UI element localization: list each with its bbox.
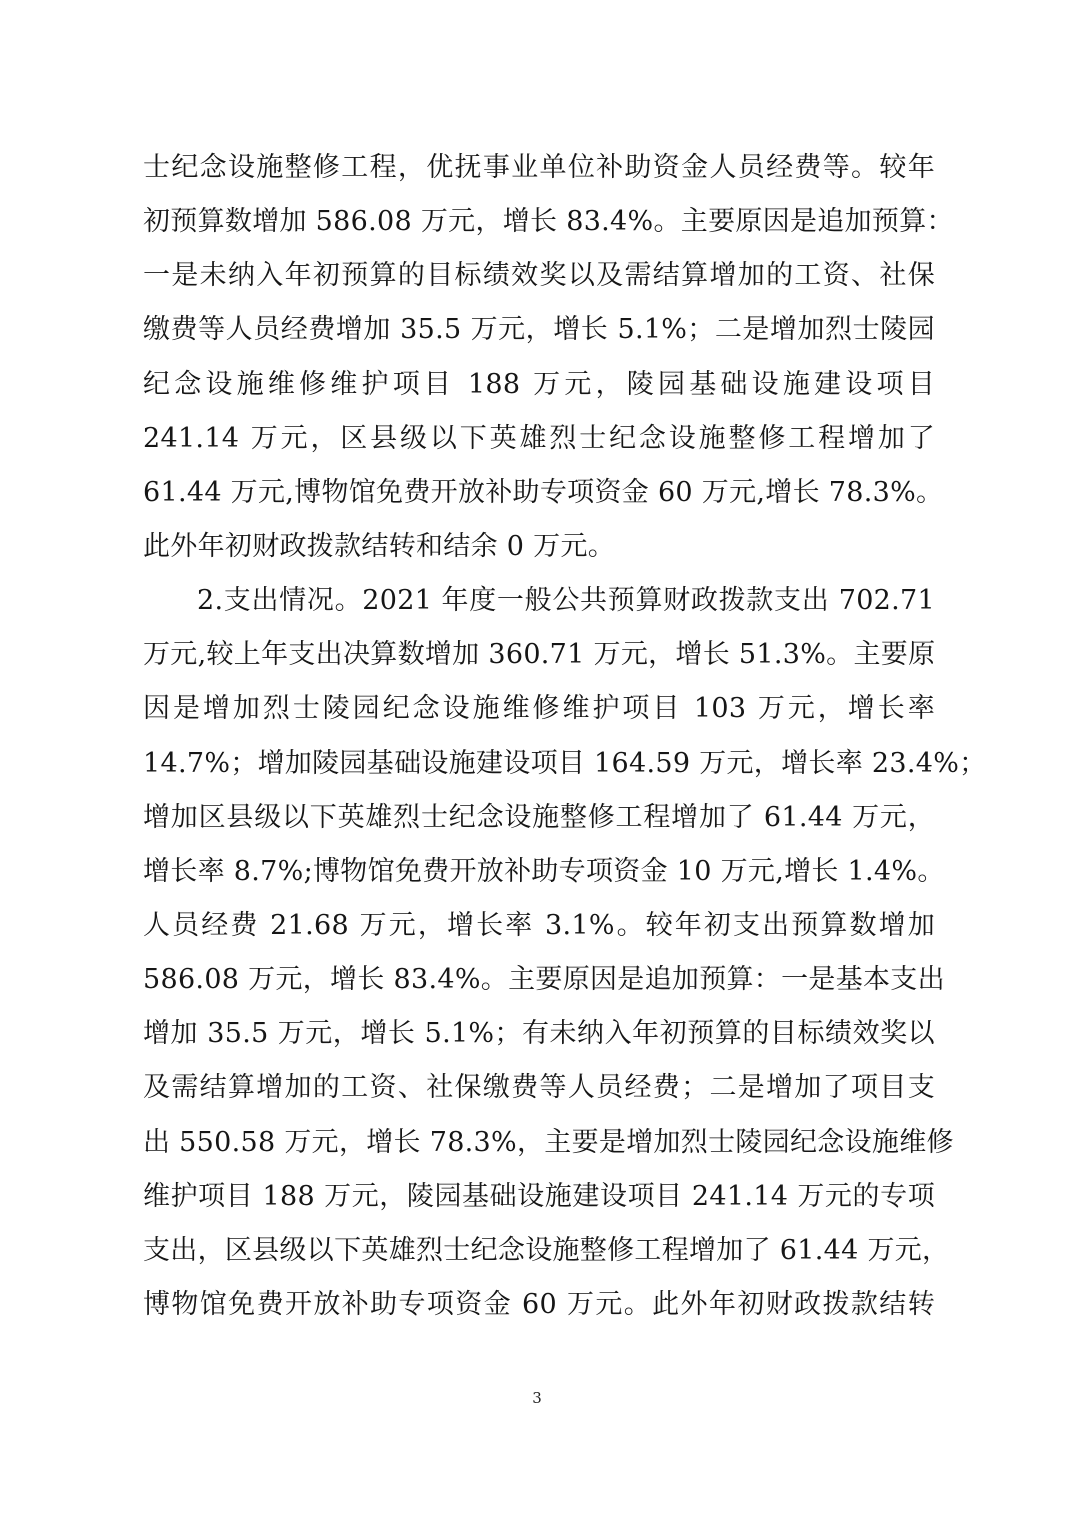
text-line: 支出，区县级以下英雄烈士纪念设施整修工程增加了 61.44 万元， [143, 1234, 950, 1266]
text-line: 增加 35.5 万元，增长 5.1%；有未纳入年初预算的目标绩效奖以 [143, 1018, 935, 1050]
text-line: 14.7%；增加陵园基础设施建设项目 164.59 万元，增长率 23.4%； [143, 747, 987, 779]
text-line: 此外年初财政拨款结转和结余 0 万元。 [143, 530, 616, 562]
text-line: 241.14 万元，区县级以下英雄烈士纪念设施整修工程增加了 [143, 422, 935, 454]
page-number: 3 [532, 1389, 542, 1407]
text-line: 万元,较上年支出决算数增加 360.71 万元，增长 51.3%。主要原 [143, 639, 936, 671]
text-line: 博物馆免费开放补助专项资金 60 万元。此外年初财政拨款结转 [143, 1288, 935, 1320]
text-line: 61.44 万元,博物馆免费开放补助专项资金 60 万元,增长 78.3%。 [143, 476, 944, 508]
text-line: 一是未纳入年初预算的目标绩效奖以及需结算增加的工资、社保 [143, 260, 935, 292]
text-line: 纪念设施维修维护项目 188 万元，陵园基础设施建设项目 [143, 368, 935, 400]
text-line: 增长率 8.7%;博物馆免费开放补助专项资金 10 万元,增长 1.4%。 [143, 855, 945, 887]
text-line: 586.08 万元，增长 83.4%。主要原因是追加预算：一是基本支出 [143, 964, 945, 996]
text-line: 及需结算增加的工资、社保缴费等人员经费；二是增加了项目支 [143, 1072, 935, 1104]
text-line: 因是增加烈士陵园纪念设施维修维护项目 103 万元，增长率 [143, 693, 935, 725]
text-line: 出 550.58 万元，增长 78.3%，主要是增加烈士陵园纪念设施维修 [143, 1126, 954, 1158]
text-line: 增加区县级以下英雄烈士纪念设施整修工程增加了 61.44 万元， [143, 801, 935, 833]
text-line: 2.支出情况。2021 年度一般公共预算财政拨款支出 702.71 [197, 585, 935, 617]
text-line: 维护项目 188 万元，陵园基础设施建设项目 241.14 万元的专项 [143, 1180, 935, 1212]
paragraph-expenditure [143, 574, 987, 1332]
text-line: 人员经费 21.68 万元，增长率 3.1%。较年初支出预算数增加 [143, 909, 935, 941]
text-line: 士纪念设施整修工程，优抚事业单位补助资金人员经费等。较年 [143, 152, 935, 183]
paragraph-continued [143, 141, 954, 574]
text-line: 缴费等人员经费增加 35.5 万元，增长 5.1%；二是增加烈士陵园 [143, 314, 935, 346]
body-text [143, 141, 987, 1332]
text-line: 初预算数增加 586.08 万元，增长 83.4%。主要原因是追加预算： [143, 206, 954, 238]
